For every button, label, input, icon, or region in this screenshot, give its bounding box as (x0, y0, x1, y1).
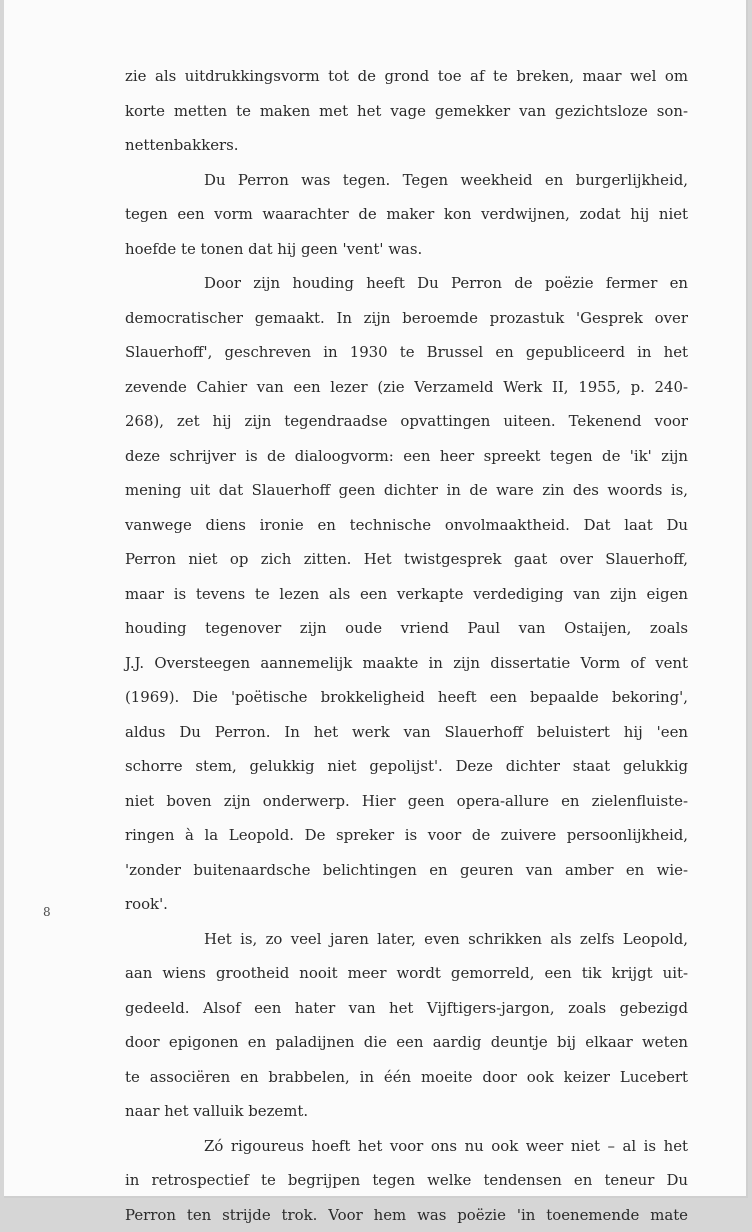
page-number: 8 (43, 905, 51, 919)
text-line: korte metten te maken met het vage gemekker van gezichtsloze son- (125, 94, 688, 129)
text-line: zevende Cahier van een lezer (zie Verzameld Werk II, 1955, p. 240- (125, 370, 688, 405)
text-line: Het is, zo veel jaren later, even schrikken als zelfs Leopold, (125, 922, 688, 957)
text-line: naar het valluik bezemt. (125, 1094, 688, 1129)
text-line: deze schrijver is de dialoogvorm: een heer spreekt tegen de 'ik' zijn (125, 439, 688, 474)
text-line: te associëren en brabbelen, in één moeite door ook keizer Lucebert (125, 1060, 688, 1095)
book-page (4, 0, 748, 1198)
text-line: Perron ten strijde trok. Voor hem was poëzie 'in toenemende mate (125, 1198, 688, 1232)
text-line: niet boven zijn onderwerp. Hier geen opera-allure en zielenfluiste- (125, 784, 688, 819)
text-line: gedeeld. Alsof een hater van het Vijftigers-jargon, zoals gebezigd (125, 991, 688, 1026)
text-line: nettenbakkers. (125, 128, 688, 163)
text-line: Slauerhoff', geschreven in 1930 te Brussel en gepubliceerd in het (125, 335, 688, 370)
text-line: Zó rigoureus hoeft het voor ons nu ook weer niet – al is het (125, 1129, 688, 1164)
text-line: in retrospectief te begrijpen tegen welke tendensen en teneur Du (125, 1163, 688, 1198)
text-line: 'zonder buitenaardsche belichtingen en geuren van amber en wie- (125, 853, 688, 888)
text-line: democratischer gemaakt. In zijn beroemde prozastuk 'Gesprek over (125, 301, 688, 336)
text-line: houding tegenover zijn oude vriend Paul van Ostaijen, zoals (125, 611, 688, 646)
text-line: aldus Du Perron. In het werk van Slauerhoff beluistert hij 'een (125, 715, 688, 750)
text-line: tegen een vorm waarachter de maker kon verdwijnen, zodat hij niet (125, 197, 688, 232)
body-text (125, 59, 688, 1232)
text-line: J.J. Oversteegen aannemelijk maakte in zijn dissertatie Vorm of vent (125, 646, 688, 681)
text-line: (1969). Die 'poëtische brokkeligheid heeft een bepaalde bekoring', (125, 680, 688, 715)
text-line: door epigonen en paladijnen die een aardig deuntje bij elkaar weten (125, 1025, 688, 1060)
text-line: maar is tevens te lezen als een verkapte verdediging van zijn eigen (125, 577, 688, 612)
text-line: aan wiens grootheid nooit meer wordt gemorreld, een tik krijgt uit- (125, 956, 688, 991)
text-line: Perron niet op zich zitten. Het twistgesprek gaat over Slauerhoff, (125, 542, 688, 577)
text-line: Door zijn houding heeft Du Perron de poëzie fermer en (125, 266, 688, 301)
text-line: schorre stem, gelukkig niet gepolijst'. Deze dichter staat gelukkig (125, 749, 688, 784)
text-line: hoefde te tonen dat hij geen 'vent' was. (125, 232, 688, 267)
text-line: vanwege diens ironie en technische onvolmaaktheid. Dat laat Du (125, 508, 688, 543)
text-line: mening uit dat Slauerhoff geen dichter in de ware zin des woords is, (125, 473, 688, 508)
text-line: Du Perron was tegen. Tegen weekheid en burgerlijkheid, (125, 163, 688, 198)
text-line: rook'. (125, 887, 688, 922)
text-line: zie als uitdrukkingsvorm tot de grond toe af te breken, maar wel om (125, 59, 688, 94)
text-line: 268), zet hij zijn tegendraadse opvattingen uiteen. Tekenend voor (125, 404, 688, 439)
text-line: ringen à la Leopold. De spreker is voor de zuivere persoonlijkheid, (125, 818, 688, 853)
